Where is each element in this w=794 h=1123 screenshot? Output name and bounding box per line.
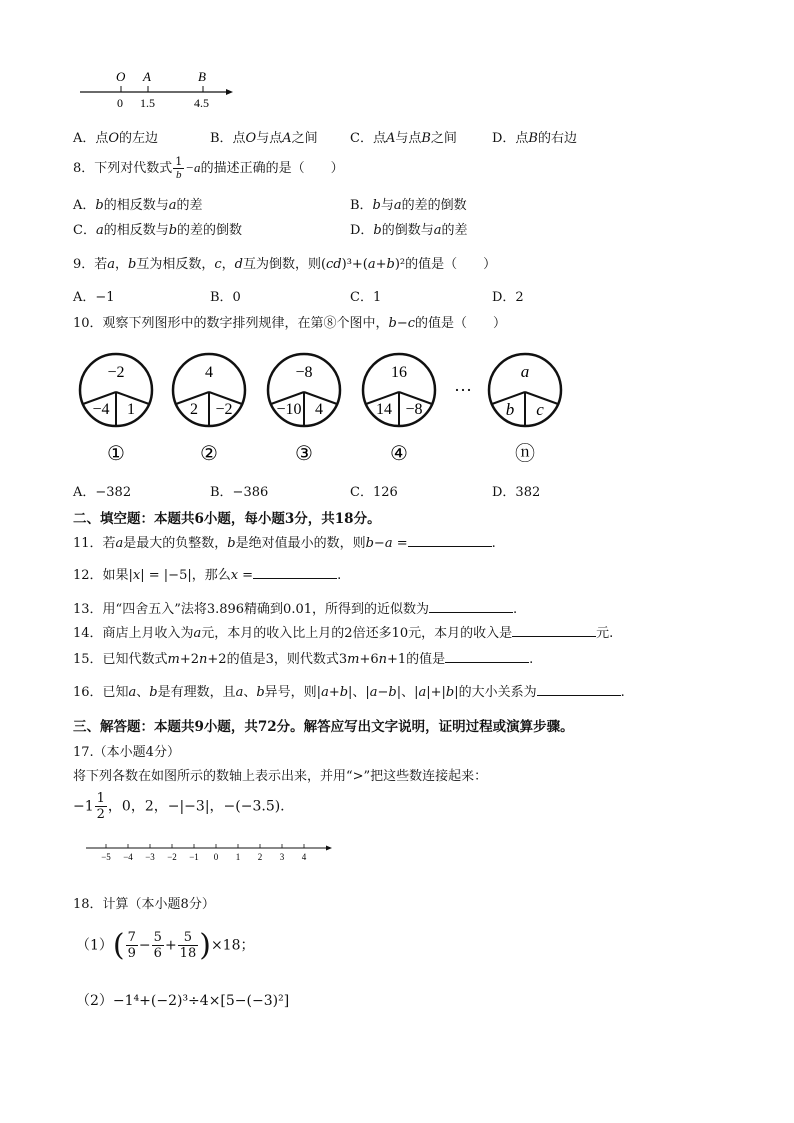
q12: 12．如果|𝑥| = |−5|，那么𝑥 = .	[73, 568, 342, 583]
tick-label-4-5: 4.5	[194, 96, 209, 110]
circle-4-label: ④	[390, 443, 408, 465]
q17-header: 17.（本小题4分）	[73, 745, 180, 760]
axis-tick-m1: −1	[189, 852, 199, 862]
axis-tick-3: 3	[279, 852, 285, 862]
q9-option-b[interactable]: B．0	[210, 290, 241, 305]
circles-ellipsis: ···	[454, 380, 472, 400]
q10-option-d[interactable]: D．382	[492, 485, 541, 500]
q16: 16．已知𝑎、𝑏是有理数，且𝑎、𝑏异号，则|𝑎+𝑏|、|𝑎−𝑏|、|𝑎|+|𝑏|的大小关系为 .	[73, 685, 625, 700]
q13-answer-blank[interactable]	[429, 600, 513, 613]
q18-part-1: （1）( $\frac{7}{9}$ − $\frac{5}{6}$ + $\frac{5}{18}$ )×18；	[76, 928, 255, 963]
circle-figure-4	[363, 354, 435, 465]
q7-option-c[interactable]: C．点𝐴与点𝐵之间	[350, 131, 457, 146]
circle-1-left: −4	[92, 401, 110, 418]
q17-instruction: 将下列各数在如图所示的数轴上表示出来，并用“>”把这些数连接起来：	[73, 769, 488, 784]
tick-label-0: 0	[117, 96, 123, 110]
q17-axis-ticks	[106, 844, 304, 848]
q16-answer-blank[interactable]	[537, 683, 621, 696]
q9-option-a[interactable]: A．−1	[73, 290, 115, 305]
q9-stem: 9．若𝑎，𝑏互为相反数，𝑐，𝑑互为倒数，则(𝑐𝑑)³+(𝑎+𝑏)²的值是（ ）	[73, 257, 497, 272]
circle-4-left: 14	[376, 401, 392, 418]
circle-1-right: 1	[127, 401, 135, 418]
q9-option-c[interactable]: C．1	[350, 290, 382, 305]
axis-tick-2: 2	[257, 852, 263, 862]
axis-tick-0: 0	[213, 852, 219, 862]
axis-tick-m5: −5	[101, 852, 111, 862]
q8-option-d[interactable]: D．𝑏的倒数与𝑎的差	[350, 223, 468, 238]
q17-number-axis[interactable]	[84, 840, 334, 866]
q7-option-b[interactable]: B．点𝑂与点𝐴之间	[210, 131, 318, 146]
circle-2-right: −2	[215, 401, 233, 418]
circle-n-left: b	[505, 400, 515, 419]
q14: 14．商店上月收入为𝑎元，本月的收入比上月的2倍还多10元，本月的收入是 元.	[73, 626, 614, 641]
q18-part-2: （2）−1⁴+(−2)³÷4×[5−(−3)²]	[76, 993, 290, 1009]
point-label-a: A	[143, 69, 151, 84]
circle-4-right: −8	[405, 401, 423, 418]
circle-4-top: 16	[391, 364, 407, 381]
q10-option-c[interactable]: C．126	[350, 485, 398, 500]
q17-fraction: $\frac{1}{2}$	[96, 791, 105, 822]
q9-option-d[interactable]: D．2	[492, 290, 524, 305]
axis-tick-1: 1	[235, 852, 241, 862]
top-number-line	[76, 66, 236, 110]
q7-option-d[interactable]: D．点𝐵的右边	[492, 131, 577, 146]
q8-option-c[interactable]: C．𝑎的相反数与𝑏的差的倒数	[73, 223, 243, 238]
q11-answer-blank[interactable]	[408, 534, 492, 547]
axis-tick-4: 4	[301, 852, 307, 862]
point-label-o: O	[116, 69, 126, 84]
circle-2-top: 4	[205, 364, 213, 381]
q8-stem: 8．下列对代数式 $\frac{1}{b}$ −a的描述正确的是（ ）	[73, 155, 344, 181]
q12-answer-blank[interactable]	[253, 566, 337, 579]
circle-2-label: ②	[200, 443, 218, 465]
axis-tick-m3: −3	[145, 852, 155, 862]
q10-stem: 10．观察下列图形中的数字排列规律，在第⑧个图中，𝑏−𝑐的值是（ ）	[73, 316, 507, 331]
circle-n-right: c	[536, 400, 544, 419]
circle-n-label: ⓝ	[515, 443, 535, 465]
circle-figure-2	[173, 354, 245, 465]
section-2-title: 二、填空题：本题共6小题，每小题3分，共18分。	[73, 511, 381, 527]
circle-figure-1	[80, 354, 152, 465]
circle-3-right: 4	[315, 401, 323, 418]
circle-figure-n	[489, 354, 561, 465]
circle-n-top: a	[520, 362, 530, 381]
q8-fraction: $\frac{1}{b}$	[175, 155, 183, 181]
point-label-b: B	[198, 69, 206, 84]
q10-option-a[interactable]: A．−382	[73, 485, 132, 500]
q10-circle-figures	[70, 344, 580, 474]
q7-option-a[interactable]: A．点𝑂的左边	[73, 131, 159, 146]
q15-answer-blank[interactable]	[445, 650, 529, 663]
circle-2-left: 2	[190, 401, 198, 418]
q14-answer-blank[interactable]	[512, 624, 596, 637]
q18-header: 18．计算（本小题8分）	[73, 897, 215, 912]
section-3-title: 三、解答题：本题共9小题，共72分。解答应写出文字说明，证明过程或演算步骤。	[73, 719, 574, 735]
circle-3-label: ③	[295, 443, 313, 465]
q10-option-b[interactable]: B．−386	[210, 485, 269, 500]
q8-option-b[interactable]: B．𝑏与𝑎的差的倒数	[350, 198, 467, 213]
circle-figure-3	[268, 354, 340, 465]
q11: 11．若𝑎是最大的负整数，𝑏是绝对值最小的数，则𝑏−𝑎 = .	[73, 536, 496, 551]
circle-1-label: ①	[107, 443, 125, 465]
q15: 15．已知代数式𝑚+2𝑛+2的值是3，则代数式3𝑚+6𝑛+1的值是 .	[73, 652, 534, 667]
axis-tick-m4: −4	[123, 852, 133, 862]
axis-tick-m2: −2	[167, 852, 177, 862]
circle-3-left: −10	[276, 401, 302, 418]
q13: 13．用“四舍五入”法将3.896精确到0.01，所得到的近似数为 .	[73, 602, 518, 617]
circle-3-top: −8	[295, 364, 313, 381]
circle-1-top: −2	[107, 364, 125, 381]
q8-option-a[interactable]: A．𝑏的相反数与𝑎的差	[73, 198, 203, 213]
q17-numbers: −1 $\frac{1}{2}$ ，0，2，−|−3|，−(−3.5).	[73, 791, 285, 822]
tick-label-1-5: 1.5	[140, 96, 155, 110]
